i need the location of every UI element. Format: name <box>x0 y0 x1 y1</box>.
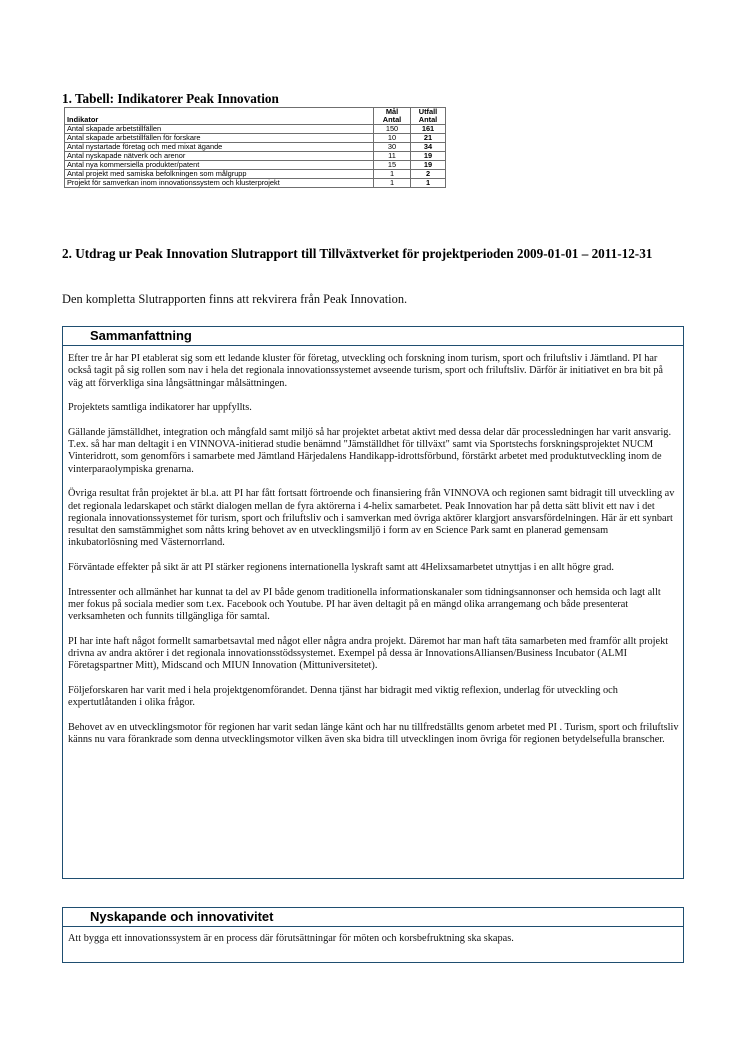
row-label: Antal skapade arbetstillfällen för forskare <box>65 134 374 143</box>
row-outcome: 21 <box>411 134 446 143</box>
row-outcome: 1 <box>411 179 446 188</box>
summary-box <box>62 326 684 879</box>
row-label: Antal nya kommersiella produkter/patent <box>65 161 374 170</box>
section-1-title: 1. Tabell: Indikatorer Peak Innovation <box>62 91 279 106</box>
row-outcome: 19 <box>411 152 446 161</box>
innovation-box <box>62 907 684 963</box>
header-target: Mål Antal <box>374 108 411 125</box>
row-target: 30 <box>374 143 411 152</box>
summary-paragraph: PI har inte haft något formellt samarbetsavtal med något eller några andra projekt. Däremot har man haft täta samarbeten med framför allt projekt drivna av andra aktörer i det regionala innovationsstödssystemet. Exempel på dessa är InnovationsAlliansen/Business Incubator (ALMI Företagspartner Mitt), Midscand och MIUN Innovation (Mittuniversitetet). <box>68 635 669 672</box>
row-target: 15 <box>374 161 411 170</box>
row-target: 1 <box>374 170 411 179</box>
row-label: Antal skapade arbetstillfällen <box>65 125 374 134</box>
intro-text: Den kompletta Slutrapporten finns att rekvirera från Peak Innovation. <box>62 292 408 306</box>
summary-paragraph: Förväntade effekter på sikt är att PI stärker regionens internationella lyskraft samt att 4Helixsamarbetet utnyttjas i en allt högre grad. <box>68 562 614 574</box>
summary-paragraph: Efter tre år har PI etablerat sig som ett ledande kluster för företag, utveckling och forskning inom turism, sport och friluftsliv i Jämtland. PI har också tagit på sig rollen som nav i hela det regionala innovationssystemet avseende turism, sport och friluftsliv. Därför är initiativet en bra bit på väg att förverkliga sina långsättningar målsättningen. <box>68 353 663 389</box>
row-target: 10 <box>374 134 411 143</box>
summary-paragraph: Behovet av en utvecklingsmotor för regionen har varit sedan länge känt och har nu tillfredställts genom arbetet med PI . Turism, sport och friluftsliv känns nu vara förankrade som denna utvecklingsmotor vilken även ska bidra till utvecklingen inom övriga för regionen betydelsefulla branscher. <box>68 721 679 746</box>
summary-paragraph: Gällande jämställdhet, integration och mångfald samt miljö så har projektet arbetat aktivt med dessa delar där processledningen har varit ansvarig. T.ex. så har man deltagit i en VINNOVA-initierad studie benämnd "Jämställdhet för tillväxt" samt via Sportstechs forskningsprojektet NUCM Vinteridrott, som genomförs i samarbete med Jämtland Härjedalens Handikapp-idrottsförbund, förstärkt arbetet med produktutveckling inom de vinterparaolympiska grenarna. <box>68 426 672 475</box>
row-outcome: 161 <box>411 125 446 134</box>
row-outcome: 34 <box>411 143 446 152</box>
row-target: 11 <box>374 152 411 161</box>
row-target: 1 <box>374 179 411 188</box>
row-label: Antal nyskapade nätverk och arenor <box>65 152 374 161</box>
summary-paragraph: Övriga resultat från projektet är bl.a. att PI har fått fortsatt förtroende och finansiering från VINNOVA och regionen samt bidragit till utveckling av det regionala ledarskapet och stärkt dialogen mellan de fyra aktörerna i 4-helix samarbetet. Peak Innovation har på detta sätt blivit ett nav i det regionala innovationssystemet för turism, sport och friluftsliv och i samverkan med övriga aktörer klargjort ansvarsfördelningen. Här är ett synbart resultat den samstämmighet som nåtts kring behovet av en utvecklingsmiljö i form av en Science Park samt en planerad gemensam inkubatorlösning med Västernorrland. <box>68 488 675 549</box>
summary-body <box>63 346 683 747</box>
summary-paragraph: Projektets samtliga indikatorer har uppfyllts. <box>68 402 252 414</box>
row-label: Antal projekt med samiska befolkningen som målgrupp <box>65 170 374 179</box>
table-row <box>65 179 446 188</box>
row-outcome: 2 <box>411 170 446 179</box>
innovation-body <box>63 927 683 945</box>
innovation-heading: Nyskapande och innovativitet <box>63 908 683 927</box>
section-2-title: 2. Utdrag ur Peak Innovation Slutrapport till Tillväxtverket för projektperioden 2009-01-01 – 2011-12-31 <box>62 246 653 261</box>
header-outcome: Utfall Antal <box>411 108 446 125</box>
summary-paragraph: Intressenter och allmänhet har kunnat ta del av PI både genom traditionella informationskanaler som tidningsannonser och hemsida och lagt allt mer fokus på sociala medier som t.ex. Facebook och Youtube. PI har även deltagit på en mängd olika arrangemang och både presenterat verksamheten och funnits tillgängliga för samtal. <box>68 586 661 623</box>
row-label: Antal nystartade företag och med mixat ägande <box>65 143 374 152</box>
innovation-paragraph: Att bygga ett innovationssystem är en process där förutsättningar för möten och korsbefruktning ska skapas. <box>68 933 514 944</box>
summary-paragraph: Följeforskaren har varit med i hela projektgenomförandet. Denna tjänst har bidragit med viktig reflexion, underlag för utveckling och expertutlåtanden i olika frågor. <box>68 685 618 709</box>
row-target: 150 <box>374 125 411 134</box>
row-label: Projekt för samverkan inom innovationssystem och klusterprojekt <box>65 179 374 188</box>
summary-heading: Sammanfattning <box>63 327 683 346</box>
table-header-row <box>65 108 446 125</box>
row-outcome: 19 <box>411 161 446 170</box>
indicator-table <box>64 107 446 188</box>
header-indicator: Indikator <box>65 108 374 125</box>
